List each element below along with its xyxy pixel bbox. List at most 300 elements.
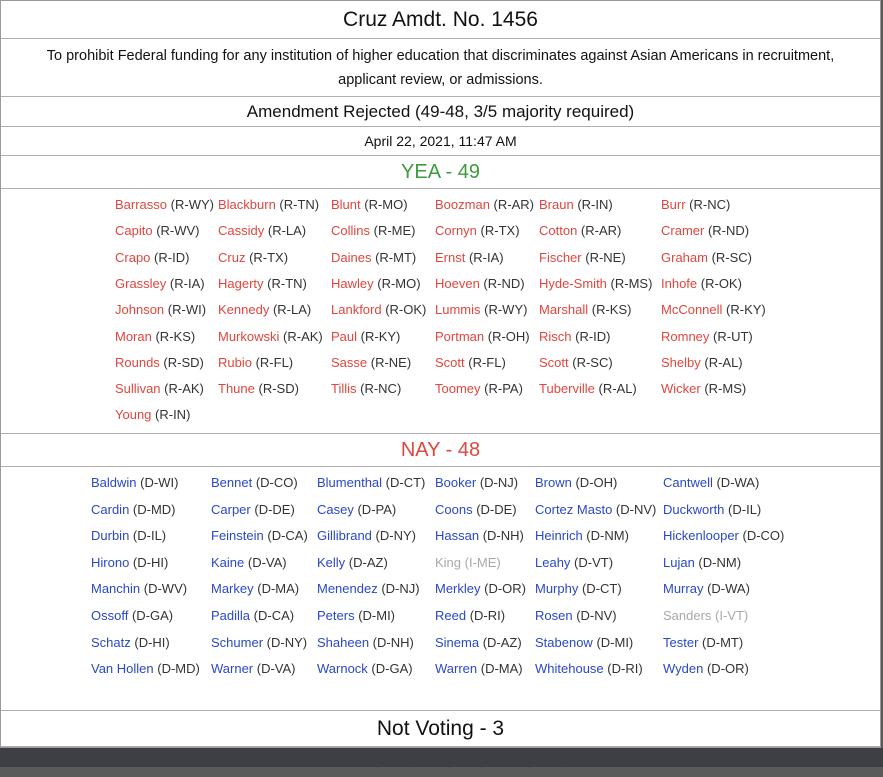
senator-name: Warner (211, 661, 254, 677)
senator-name: Sinema (435, 634, 480, 650)
senator-party: (D-NJ) (377, 581, 420, 597)
senator-entry (317, 608, 395, 623)
senator-name: Tester (663, 634, 699, 650)
senator-name: Merkley (435, 581, 481, 597)
senator-party: (D-CT) (382, 475, 426, 490)
senator-name: Risch (539, 328, 572, 344)
senator-entry (91, 502, 176, 517)
senator-name: Warren (435, 661, 478, 677)
senator-party: (R-KS) (588, 302, 632, 318)
senator-party: (D-NY) (371, 528, 416, 544)
senator-name: Sullivan (115, 381, 161, 397)
senator-entry (331, 223, 416, 238)
senator-party: (D-CA) (250, 608, 295, 623)
senator-name: Marshall (539, 302, 589, 318)
senator-entry (115, 197, 214, 212)
senator-party: (D-MD) (129, 501, 176, 517)
senator-name: Gillibrand (317, 528, 372, 544)
senator-entry (663, 581, 750, 596)
senator-party: (R-KY) (357, 328, 401, 344)
senator-entry (211, 555, 287, 570)
senator-name: Blumenthal (317, 475, 383, 490)
senator-entry (211, 528, 308, 543)
senator-entry (218, 329, 323, 344)
senator-entry (435, 250, 504, 265)
senator-party: (R-SD) (159, 354, 204, 370)
amendment-title: Cruz Amdt. No. 1456 (1, 1, 880, 39)
senator-party: (D-IL) (724, 501, 762, 517)
senator-party: (R-FL) (464, 354, 506, 370)
senator-name: Peters (317, 608, 355, 623)
yea-list (1, 189, 880, 434)
senator-party: (D-NM) (582, 528, 629, 544)
senator-name: Scott (435, 354, 465, 370)
senator-name: Hirono (91, 554, 130, 570)
senator-name: Brown (535, 475, 572, 490)
senator-party: (R-AR) (489, 197, 534, 212)
senator-party: (R-TX) (476, 223, 520, 239)
senator-entry (535, 475, 617, 490)
senator-name: Duckworth (663, 501, 725, 517)
senator-name: Schatz (91, 634, 131, 650)
senator-name: Romney (661, 328, 710, 344)
senator-party: (R-ND) (479, 275, 525, 291)
senator-party: (D-NY) (263, 634, 308, 650)
senator-name: Lankford (331, 302, 382, 318)
senator-name: Ossoff (91, 608, 129, 623)
senator-entry (435, 475, 518, 490)
senator-name: Lujan (663, 554, 695, 570)
senator-entry (535, 555, 613, 570)
senator-name: Inhofe (661, 275, 698, 291)
senator-entry (663, 475, 759, 490)
senator-entry (317, 635, 414, 650)
senator-name: Murray (663, 581, 704, 597)
senator-name: Moran (115, 328, 152, 344)
senator-entry (535, 528, 629, 543)
senator-party: (D-CO) (738, 528, 785, 544)
senator-entry (115, 276, 205, 291)
senator-entry (331, 302, 426, 317)
senator-party: (R-MO) (360, 197, 408, 212)
senator-entry (663, 528, 784, 543)
window-bottom-bar (0, 748, 883, 767)
senator-party: (R-IA) (166, 275, 205, 291)
senator-party: (R-OK) (381, 302, 427, 318)
senator-entry (317, 555, 388, 570)
senator-party: (R-IN) (573, 197, 613, 212)
senator-name: Feinstein (211, 528, 264, 544)
senator-party: (R-IN) (151, 407, 191, 423)
senator-name: King (435, 554, 462, 570)
senator-entry (115, 329, 195, 344)
senator-party: (D-GA) (367, 661, 413, 677)
senator-entry (535, 502, 656, 517)
senator-party: (R-AL) (594, 381, 637, 397)
senator-entry (435, 528, 524, 543)
senator-party: (D-OR) (480, 581, 527, 597)
senator-party: (R-MS) (700, 381, 747, 397)
senator-entry (535, 635, 633, 650)
senator-entry (218, 276, 307, 291)
senator-entry (91, 528, 166, 543)
senator-party: (R-AK) (160, 381, 204, 397)
senator-entry (435, 661, 523, 676)
senator-party: (D-AZ) (345, 554, 388, 570)
senator-party: (D-CA) (263, 528, 308, 544)
senator-name: Warnock (317, 661, 368, 677)
senator-party: (D-IL) (129, 528, 167, 544)
senator-party: (D-WA) (712, 475, 760, 490)
senator-name: Cornyn (435, 223, 477, 239)
senator-party: (D-RI) (603, 661, 643, 677)
senator-name: Schumer (211, 634, 264, 650)
senator-party: (R-PA) (480, 381, 523, 397)
senator-party: (R-WY) (167, 197, 214, 212)
senator-party: (R-OH) (484, 328, 530, 344)
senator-entry (211, 608, 294, 623)
senator-entry (317, 528, 416, 543)
senator-name: Blunt (331, 197, 361, 212)
senator-entry (661, 250, 752, 265)
senator-party: (D-HI) (130, 634, 170, 650)
senator-entry (661, 355, 743, 370)
senator-entry (539, 197, 613, 212)
senator-name: Bennet (211, 475, 253, 490)
senator-party: (D-NH) (479, 528, 524, 544)
senator-party: (R-WV) (152, 223, 200, 239)
senator-name: Hawley (331, 275, 374, 291)
senator-entry (539, 276, 652, 291)
senator-party: (R-WY) (480, 302, 528, 318)
senator-entry (91, 661, 200, 676)
senator-entry (211, 635, 307, 650)
senator-party: (D-WV) (140, 581, 188, 597)
senator-name: Portman (435, 328, 485, 344)
senator-entry (218, 250, 288, 265)
senator-party: (R-NC) (685, 197, 731, 212)
senator-party: (R-AK) (279, 328, 323, 344)
yea-heading: YEA - 49 (1, 156, 880, 189)
senator-entry (539, 329, 611, 344)
senator-name: Heinrich (535, 528, 583, 544)
senator-entry (218, 381, 299, 396)
senator-name: Murphy (535, 581, 579, 597)
senator-party: (D-OR) (703, 661, 749, 677)
senator-entry (218, 302, 311, 317)
senator-entry (331, 197, 408, 212)
senator-entry (435, 329, 530, 344)
senator-party: (D-VA) (244, 554, 287, 570)
senator-entry (535, 661, 643, 676)
senator-party: (R-SC) (707, 249, 753, 265)
senator-party: (D-NV) (572, 608, 617, 623)
senator-name: Tillis (331, 381, 357, 397)
senator-entry (535, 581, 622, 596)
senator-name: Blackburn (218, 197, 276, 212)
senator-name: Sanders (663, 608, 712, 623)
senator-party: (R-LA) (264, 223, 307, 239)
senator-name: Coons (435, 501, 473, 517)
senator-name: Wicker (661, 381, 701, 397)
senator-party: (R-NE) (581, 249, 626, 265)
senator-name: Markey (211, 581, 254, 597)
senator-entry (435, 276, 525, 291)
senator-name: Capito (115, 223, 153, 239)
senator-name: Menendez (317, 581, 378, 597)
senator-party: (R-ID) (571, 328, 611, 344)
senator-party: (R-IA) (465, 249, 504, 265)
senator-entry (115, 302, 206, 317)
senator-party: (D-CT) (578, 581, 622, 597)
senator-party: (I-VT) (711, 608, 749, 623)
senator-name: Cruz (218, 249, 246, 265)
senator-name: Lummis (435, 302, 481, 318)
senator-entry (435, 302, 527, 317)
senator-entry (661, 302, 766, 317)
senator-party: (D-DE) (250, 501, 295, 517)
senator-name: Wyden (663, 661, 704, 677)
senator-entry (218, 355, 293, 370)
senator-name: Shelby (661, 354, 701, 370)
senator-name: Toomey (435, 381, 481, 397)
senator-entry (535, 608, 617, 623)
senator-name: Cortez Masto (535, 501, 613, 517)
senator-name: Johnson (115, 302, 165, 318)
senator-name: Grassley (115, 275, 167, 291)
senator-name: Sasse (331, 354, 368, 370)
nay-heading: NAY - 48 (1, 434, 880, 467)
senator-party: (R-ND) (704, 223, 750, 239)
senator-entry (218, 223, 306, 238)
senator-entry (663, 661, 749, 676)
senator-entry (331, 381, 401, 396)
senator-party: (R-UT) (709, 328, 753, 344)
senator-party: (R-AL) (700, 354, 743, 370)
senator-entry (661, 329, 753, 344)
senator-party: (R-MO) (373, 275, 421, 291)
senator-name: Paul (331, 328, 358, 344)
senator-entry (331, 355, 411, 370)
senator-party: (R-AR) (577, 223, 622, 239)
senator-entry (218, 197, 319, 212)
senator-entry (115, 223, 200, 238)
senator-entry (539, 355, 613, 370)
senator-entry (661, 223, 749, 238)
senator-name: Burr (661, 197, 686, 212)
senator-entry (663, 555, 741, 570)
senator-entry (435, 635, 522, 650)
senator-name: Kaine (211, 554, 245, 570)
senator-name: Reed (435, 608, 467, 623)
senator-party: (D-PA) (353, 501, 397, 517)
senator-entry (91, 608, 173, 623)
senator-entry (661, 381, 746, 396)
senator-party: (R-WI) (164, 302, 207, 318)
senator-entry (435, 555, 501, 570)
senator-party: (D-RI) (466, 608, 506, 623)
senator-party: (D-GA) (128, 608, 174, 623)
senator-name: Manchin (91, 581, 141, 597)
senator-party: (R-TN) (275, 197, 320, 212)
senator-name: Baldwin (91, 475, 137, 490)
senator-party: (R-SD) (254, 381, 299, 397)
senator-entry (435, 381, 523, 396)
senator-entry (91, 475, 178, 490)
senator-entry (663, 608, 748, 623)
senator-party: (R-ID) (150, 249, 190, 265)
senator-name: Young (115, 407, 152, 423)
senator-party: (R-MS) (606, 275, 653, 291)
senator-entry (91, 581, 187, 596)
senator-entry (317, 502, 396, 517)
senator-name: Rubio (218, 354, 252, 370)
senator-entry (91, 635, 170, 650)
senator-entry (211, 581, 299, 596)
senator-entry (663, 635, 743, 650)
senator-name: Kelly (317, 554, 346, 570)
senator-party: (R-ME) (370, 223, 416, 239)
senator-name: Kennedy (218, 302, 270, 318)
senator-party: (R-FL) (251, 354, 294, 370)
senator-entry (435, 502, 517, 517)
senator-name: Murkowski (218, 328, 280, 344)
senator-name: Tuberville (539, 381, 595, 397)
senator-entry (331, 250, 416, 265)
senator-entry (211, 661, 296, 676)
senator-entry (115, 381, 204, 396)
senator-party: (R-TX) (245, 249, 289, 265)
senator-name: Braun (539, 197, 574, 212)
senator-name: Thune (218, 381, 255, 397)
senator-name: Hassan (435, 528, 480, 544)
senator-entry (317, 661, 413, 676)
senator-name: Casey (317, 501, 354, 517)
senator-party: (D-MT) (698, 634, 744, 650)
senator-party: (D-HI) (129, 554, 169, 570)
senator-party: (D-WI) (136, 475, 179, 490)
senator-entry (331, 329, 400, 344)
senator-name: Whitehouse (535, 661, 604, 677)
senator-party: (D-OH) (571, 475, 618, 490)
senator-party: (R-MT) (371, 249, 417, 265)
senator-name: Cardin (91, 501, 130, 517)
senator-name: Van Hollen (91, 661, 154, 677)
senator-entry (435, 197, 534, 212)
senator-party: (D-MI) (592, 634, 634, 650)
senator-entry (115, 407, 190, 422)
nay-list (1, 467, 880, 711)
senator-entry (435, 355, 506, 370)
senator-name: Carper (211, 501, 251, 517)
senator-party: (D-VT) (570, 554, 614, 570)
senator-name: Rounds (115, 354, 160, 370)
senator-name: McConnell (661, 302, 723, 318)
senator-entry (435, 608, 505, 623)
senator-party: (D-MA) (477, 661, 523, 677)
senator-party: (D-CO) (252, 475, 298, 490)
amendment-description: To prohibit Federal funding for any institution of higher education that discriminates against Asian Americans in recruitment, applicant review, or admissions. (1, 39, 880, 97)
senator-entry (115, 355, 204, 370)
senator-name: Padilla (211, 608, 251, 623)
senator-entry (211, 475, 298, 490)
senator-name: Crapo (115, 249, 151, 265)
senator-entry (317, 581, 420, 596)
senator-name: Hickenlooper (663, 528, 739, 544)
senator-name: Boozman (435, 197, 490, 212)
senator-party: (D-NM) (694, 554, 742, 570)
senator-name: Graham (661, 249, 708, 265)
senator-name: Cantwell (663, 475, 713, 490)
senator-entry (211, 502, 295, 517)
senator-party: (D-MD) (153, 661, 200, 677)
senator-party: (R-LA) (269, 302, 312, 318)
senator-party: (D-AZ) (479, 634, 522, 650)
senator-entry (539, 223, 621, 238)
senator-name: Rosen (535, 608, 573, 623)
senator-entry (435, 223, 520, 238)
senator-name: Daines (331, 249, 372, 265)
senator-entry (661, 197, 730, 212)
senator-name: Ernst (435, 249, 466, 265)
senator-party: (R-TN) (263, 275, 307, 291)
senator-party: (D-VA) (253, 661, 296, 677)
senator-name: Scott (539, 354, 569, 370)
vote-date: April 22, 2021, 11:47 AM (1, 127, 880, 156)
senator-entry (539, 302, 631, 317)
senator-entry (539, 250, 626, 265)
senator-name: Cassidy (218, 223, 265, 239)
senator-party: (D-WA) (703, 581, 750, 597)
senator-name: Cramer (661, 223, 705, 239)
senator-party: (R-NE) (367, 354, 412, 370)
senator-entry (91, 555, 168, 570)
senator-party: (R-SC) (568, 354, 613, 370)
senator-name: Fischer (539, 249, 582, 265)
senator-name: Hoeven (435, 275, 480, 291)
senator-party: (D-NJ) (476, 475, 519, 490)
senator-entry (663, 502, 761, 517)
senator-name: Shaheen (317, 634, 370, 650)
senator-party: (D-NH) (369, 634, 414, 650)
senator-party: (D-MA) (253, 581, 300, 597)
senator-party: (I-ME) (461, 554, 501, 570)
senator-party: (R-KS) (151, 328, 196, 344)
senator-name: Cotton (539, 223, 578, 239)
senator-entry (435, 581, 526, 596)
senator-party: (D-NV) (612, 501, 657, 517)
senator-party: (D-MI) (354, 608, 396, 623)
senator-entry (115, 250, 189, 265)
senator-name: Collins (331, 223, 371, 239)
senator-name: Hagerty (218, 275, 264, 291)
vote-result: Amendment Rejected (49-48, 3/5 majority required) (1, 97, 880, 127)
senator-name: Hyde-Smith (539, 275, 607, 291)
senator-entry (539, 381, 637, 396)
senator-party: (R-OK) (697, 275, 742, 291)
senator-party: (D-DE) (472, 501, 517, 517)
senator-entry (661, 276, 742, 291)
senator-name: Durbin (91, 528, 130, 544)
not-voting-heading: Not Voting - 3 (1, 711, 880, 747)
senator-party: (R-NC) (356, 381, 402, 397)
senator-name: Leahy (535, 554, 571, 570)
senator-party: (R-KY) (722, 302, 766, 318)
senator-name: Barrasso (115, 197, 168, 212)
senator-name: Booker (435, 475, 477, 490)
senator-name: Stabenow (535, 634, 593, 650)
senator-entry (317, 475, 425, 490)
